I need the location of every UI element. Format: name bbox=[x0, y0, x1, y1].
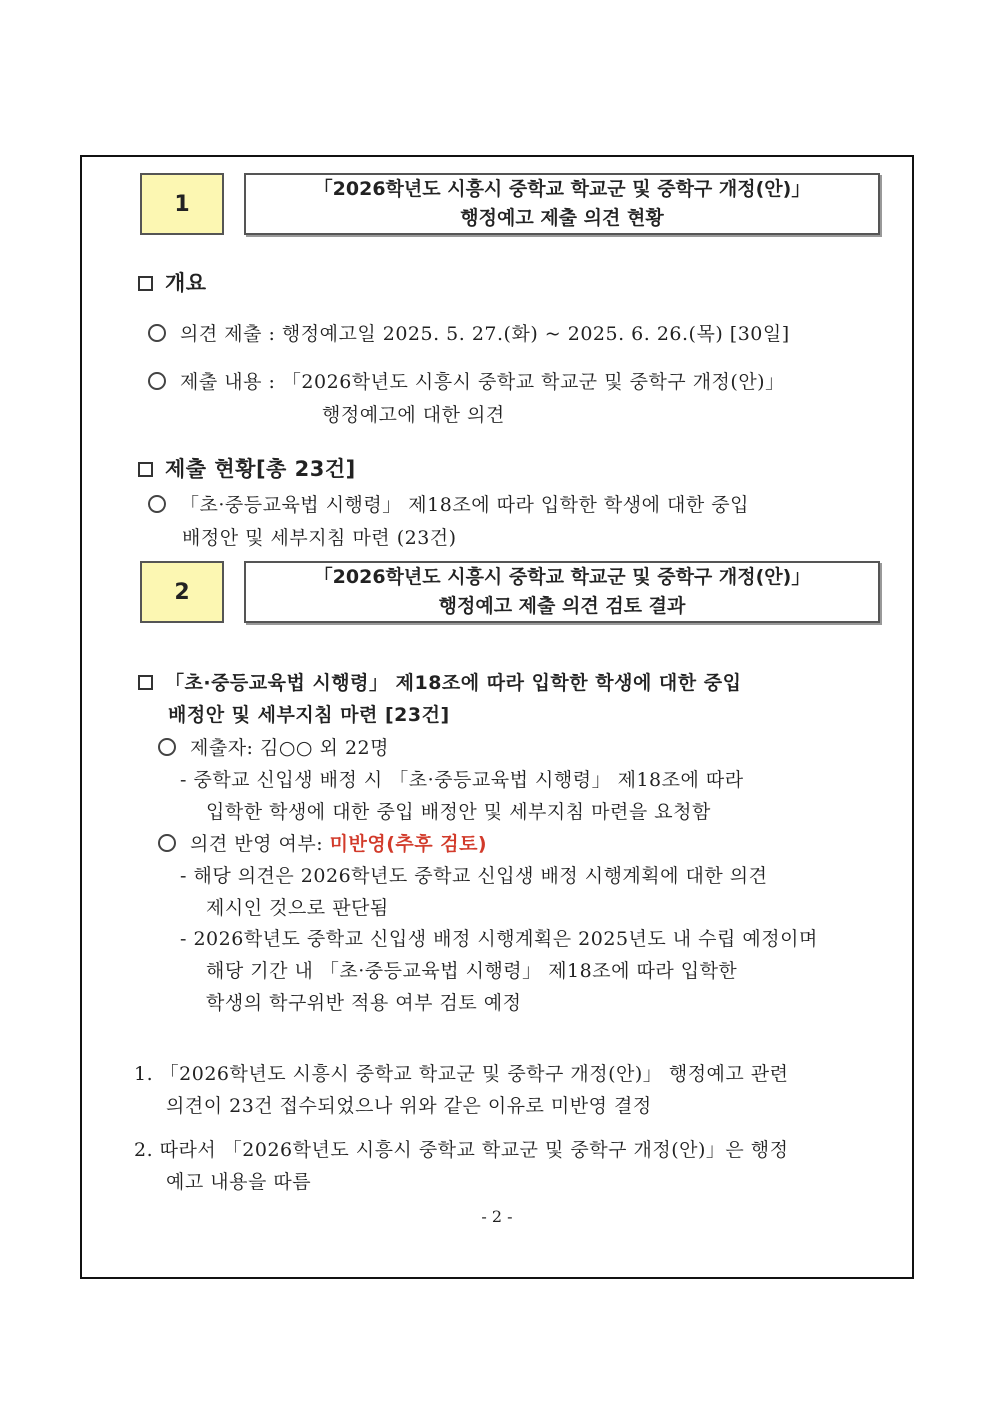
conclusion-item-2-cont: 예고 내용을 따름 bbox=[166, 1171, 312, 1193]
page-number: - 2 - bbox=[481, 1207, 513, 1226]
review-heading-cont: 배정안 및 세부지침 마련 [23건] bbox=[168, 704, 450, 726]
page-frame bbox=[80, 155, 914, 1279]
section-2-header bbox=[140, 561, 882, 627]
section-1-title-line2: 행정예고 제출 의견 현황 bbox=[460, 207, 664, 229]
overview-item-2-cont: 행정예고에 대한 의견 bbox=[322, 404, 505, 426]
conclusion-item-1: 1. 「2026학년도 시흥시 중학교 학교군 및 중학구 개정(안)」 행정예고 관련 bbox=[134, 1063, 789, 1085]
overview-item-1: 의견 제출 : 행정예고일 2025. 5. 27.(화) ~ 2025. 6. 26.(목) [30일] bbox=[148, 319, 790, 346]
section-1-number: 1 bbox=[140, 173, 224, 235]
reflect-status: 미반영(추후 검토) bbox=[329, 833, 488, 855]
checkbox-square-icon bbox=[138, 462, 153, 477]
review-reason-2: - 2026학년도 중학교 신입생 배정 시행계획은 2025년도 내 수립 예정이며 bbox=[180, 928, 818, 950]
section-1-title bbox=[244, 173, 880, 235]
circle-bullet-icon bbox=[148, 372, 166, 390]
review-reflect: 의견 반영 여부: 미반영(추후 검토) bbox=[158, 829, 487, 856]
checkbox-square-icon bbox=[138, 675, 153, 690]
section-2-title-line2: 행정예고 제출 의견 검토 결과 bbox=[438, 595, 686, 617]
review-submitter: 제출자: 김○○ 외 22명 bbox=[158, 733, 389, 760]
review-submitter-detail-cont: 입학한 학생에 대한 중입 배정안 및 세부지침 마련을 요청함 bbox=[206, 801, 711, 823]
checkbox-square-icon bbox=[138, 276, 153, 291]
overview-heading: 개요 bbox=[138, 267, 207, 297]
section-2-title-line1: 「2026학년도 시흥시 중학교 학교군 및 중학구 개정(안)」 bbox=[313, 566, 811, 588]
circle-bullet-icon bbox=[148, 495, 166, 513]
circle-bullet-icon bbox=[148, 324, 166, 342]
conclusion-item-1-cont: 의견이 23건 접수되었으나 위와 같은 이유로 미반영 결정 bbox=[166, 1095, 652, 1117]
section-2-number: 2 bbox=[140, 561, 224, 623]
section-2-title bbox=[244, 561, 880, 623]
circle-bullet-icon bbox=[158, 834, 176, 852]
review-submitter-detail: - 중학교 신입생 배정 시 「초·중등교육법 시행령」 제18조에 따라 bbox=[180, 769, 744, 791]
status-heading: 제출 현황[총 23건] bbox=[138, 453, 356, 483]
overview-item-2: 제출 내용 : 「2026학년도 시흥시 중학교 학교군 및 중학구 개정(안)」 bbox=[148, 367, 785, 394]
section-1-header bbox=[140, 173, 882, 239]
review-reason-1: - 해당 의견은 2026학년도 중학교 신입생 배정 시행계획에 대한 의견 bbox=[180, 865, 768, 887]
conclusion-item-2: 2. 따라서 「2026학년도 시흥시 중학교 학교군 및 중학구 개정(안)」은 행정 bbox=[134, 1139, 789, 1161]
status-item-1: 「초·중등교육법 시행령」 제18조에 따라 입학한 학생에 대한 중입 bbox=[148, 490, 749, 517]
review-reason-2-cont2: 학생의 학구위반 적용 여부 검토 예정 bbox=[206, 992, 522, 1014]
status-item-1-cont: 배정안 및 세부지침 마련 (23건) bbox=[182, 527, 457, 549]
circle-bullet-icon bbox=[158, 738, 176, 756]
section-1-title-line1: 「2026학년도 시흥시 중학교 학교군 및 중학구 개정(안)」 bbox=[313, 178, 811, 200]
review-heading: 「초·중등교육법 시행령」 제18조에 따라 입학한 학생에 대한 중입 bbox=[138, 668, 741, 695]
review-reason-1-cont: 제시인 것으로 판단됨 bbox=[206, 897, 389, 919]
review-reason-2-cont: 해당 기간 내 「초·중등교육법 시행령」 제18조에 따라 입학한 bbox=[206, 960, 738, 982]
